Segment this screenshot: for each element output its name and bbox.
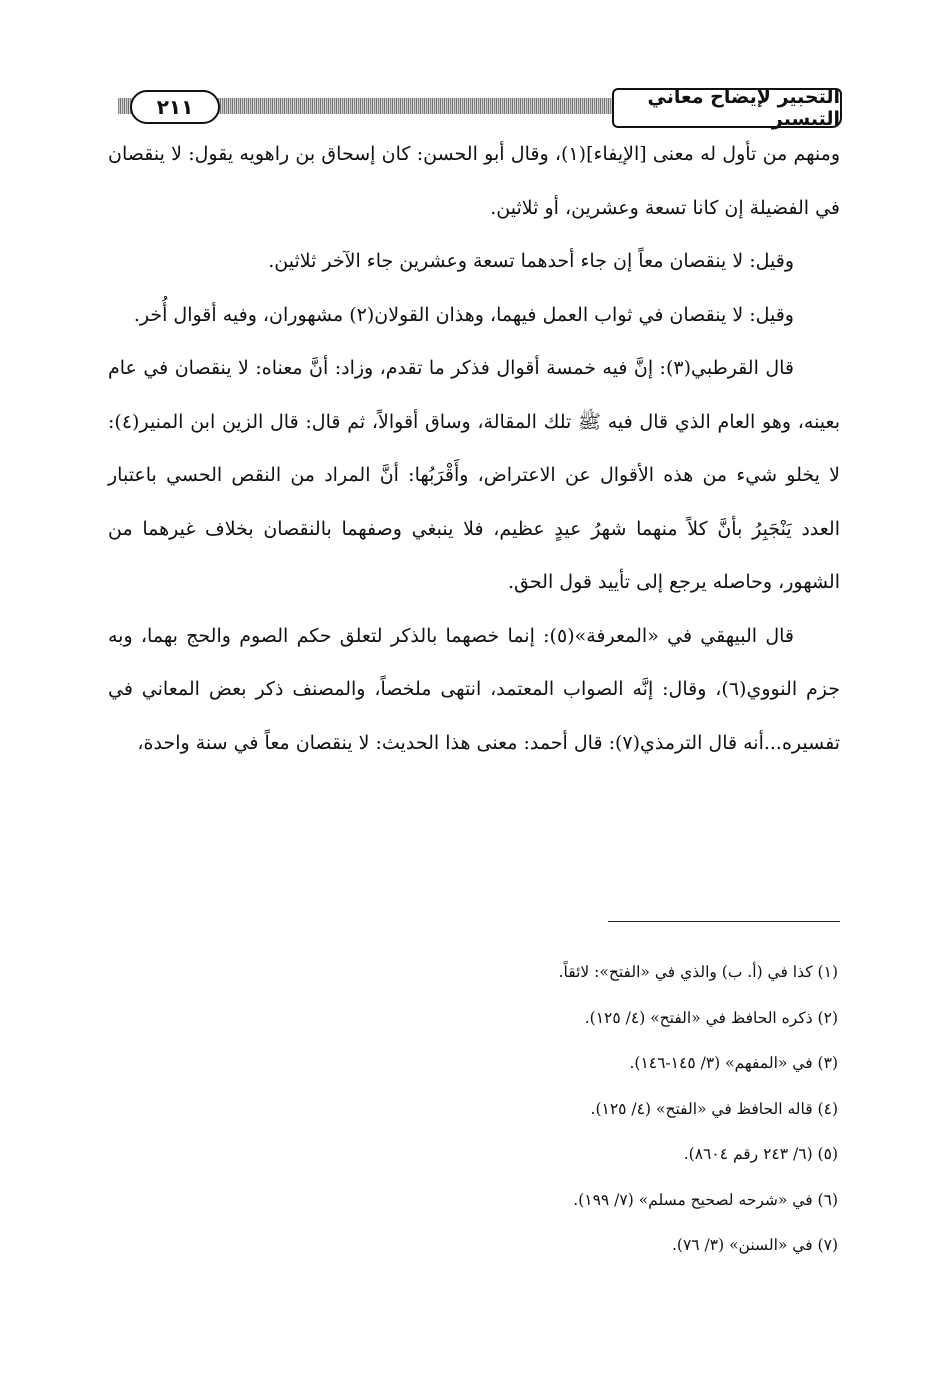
- footnotes: [108, 950, 838, 1269]
- footnote: (٧) في «السنن» (٣/ ٧٦).: [671, 1236, 838, 1254]
- page-number: ٢١١: [130, 90, 220, 124]
- footnote-divider: [608, 921, 840, 922]
- paragraph: وقيل: لا ينقصان في ثواب العمل فيهما، وهذان القولان(٢) مشهوران، وفيه أقوال أُخر.: [133, 303, 794, 326]
- page-header: [118, 88, 842, 130]
- paragraph: وقيل: لا ينقصان معاً إن جاء أحدهما تسعة وعشرين جاء الآخر ثلاثين.: [268, 250, 794, 272]
- footnote: (١) كذا في (أ. ب) والذي في «الفتح»: لائقاً.: [558, 963, 838, 981]
- paragraph: ومنهم من تأول له معنى [الإيفاء](١)، وقال أبو الحسن: كان إسحاق بن راهويه يقول: لا ينقصان في الفضيلة إن كانا تسعة وعشرين، أو ثلاثين.: [108, 143, 841, 219]
- paragraph: قال القرطبي(٣): إنَّ فيه خمسة أقوال فذكر ما تقدم، وزاد: أنَّ معناه: لا ينقصان في عام بعينه، وهو العام الذي قال فيه ﷺ تلك المقالة، وساق أقوالاً، ثم قال: قال الزين ابن المنير(٤): لا يخلو شيء من هذه الأقوال عن الاعتراض، وأَقْرَبُها: أنَّ المراد من النقص الحسي باعتبار العدد يَنْجَبِرُ بأنَّ كلاً منهما شهرُ عيدٍ عظيم، فلا ينبغي وصفهما بالنقصان بخلاف غيرهما من الشهور، وحاصله يرجع إلى تأييد قول الحق.: [108, 357, 840, 593]
- paragraph: قال البيهقي في «المعرفة»(٥): إنما خصهما بالذكر لتعلق حكم الصوم والحج بهما، وبه جزم النووي(٦)، وقال: إنَّه الصواب المعتمد، انتهى ملخصاً، والمصنف ذكر بعض المعاني في تفسيره...أنه قال الترمذي(٧): قال أحمد: معنى هذا الحديث: لا ينقصان معاً في سنة واحدة،: [108, 624, 840, 754]
- main-text: [108, 128, 840, 770]
- footnote: (٣) في «المفهم» (٣/ ١٤٥-١٤٦).: [629, 1054, 838, 1072]
- footnote: (٦) في «شرحه لصحيح مسلم» (٧/ ١٩٩).: [573, 1190, 838, 1209]
- footnote: (٤) قاله الحافظ في «الفتح» (٤/ ١٢٥).: [590, 1099, 838, 1118]
- book-title: التحبير لإيضاح معاني التيسير: [612, 88, 842, 128]
- footnote: (٢) ذكره الحافظ في «الفتح» (٤/ ١٢٥).: [584, 1008, 838, 1027]
- footnote: (٥) (٦/ ٢٤٣ رقم ٨٦٠٤).: [683, 1145, 838, 1163]
